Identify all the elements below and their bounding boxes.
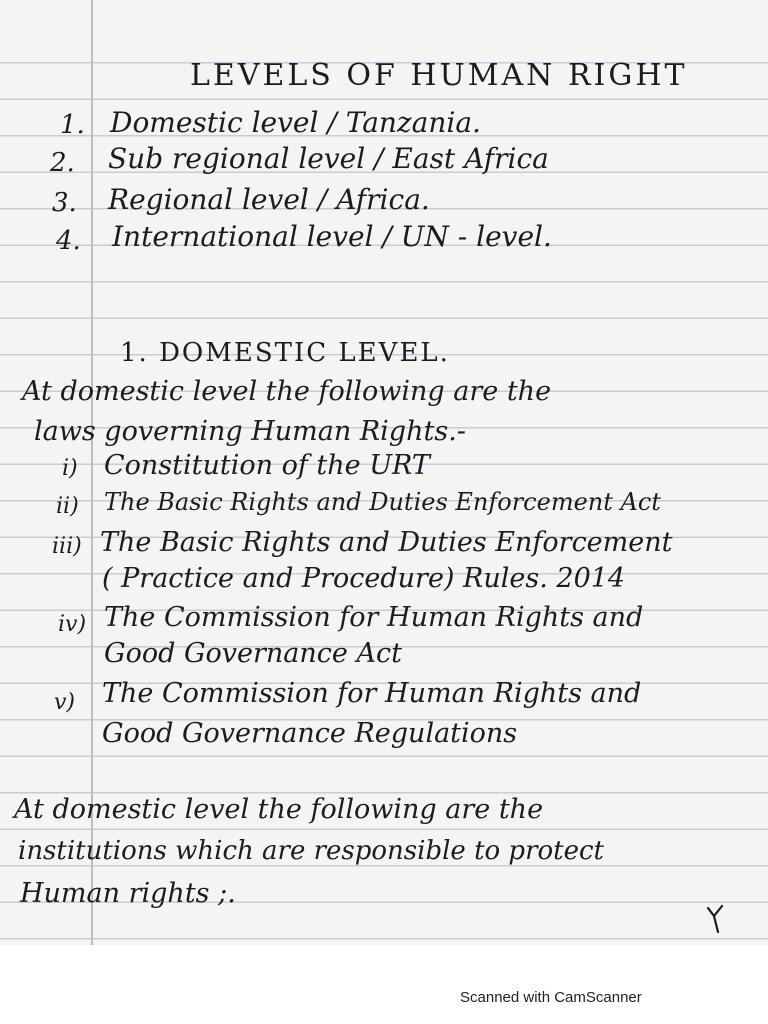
- scan-bottom-area: [0, 945, 768, 1024]
- law-5-text-line-2: Good Governance Regulations: [102, 718, 518, 749]
- law-2-text: The Basic Rights and Duties Enforcement Act: [104, 488, 661, 516]
- level-2-number: 2.: [50, 148, 75, 178]
- section-heading: 1. DOMESTIC LEVEL.: [120, 338, 450, 368]
- level-1-number: 1.: [60, 110, 85, 140]
- scanner-watermark: Scanned with CamScanner: [460, 989, 642, 1006]
- law-4-number: iv): [58, 612, 87, 637]
- laws-intro-line-2: laws governing Human Rights.-: [34, 416, 466, 447]
- law-2-number: ii): [56, 494, 79, 519]
- law-4-text-line-1: The Commission for Human Rights and: [104, 602, 644, 633]
- laws-intro-line-1: At domestic level the following are the: [22, 376, 552, 407]
- level-2-text: Sub regional level / East Africa: [108, 142, 549, 175]
- law-5-text-line-1: The Commission for Human Rights and: [102, 678, 642, 709]
- continuation-mark: [704, 902, 730, 943]
- law-1-number: i): [62, 456, 78, 481]
- law-5-number: v): [54, 690, 76, 715]
- law-1-text: Constitution of the URT: [104, 450, 430, 481]
- level-4-number: 4.: [56, 226, 81, 256]
- institutions-intro-line-2: institutions which are responsible to protect: [18, 836, 605, 866]
- level-4-text: International level / UN - level.: [112, 220, 552, 253]
- level-3-text: Regional level / Africa.: [108, 183, 430, 216]
- level-3-number: 3.: [52, 188, 77, 218]
- law-3-number: iii): [52, 534, 82, 559]
- institutions-intro-line-3: Human rights ;.: [20, 878, 236, 909]
- institutions-intro-line-1: At domestic level the following are the: [14, 794, 544, 825]
- law-3-text-line-1: The Basic Rights and Duties Enforcement: [100, 527, 673, 558]
- law-3-text-line-2: ( Practice and Procedure) Rules. 2014: [102, 563, 626, 594]
- level-1-text: Domestic level / Tanzania.: [110, 106, 481, 139]
- page-title: LEVELS OF HUMAN RIGHT: [190, 58, 688, 93]
- law-4-text-line-2: Good Governance Act: [104, 638, 402, 669]
